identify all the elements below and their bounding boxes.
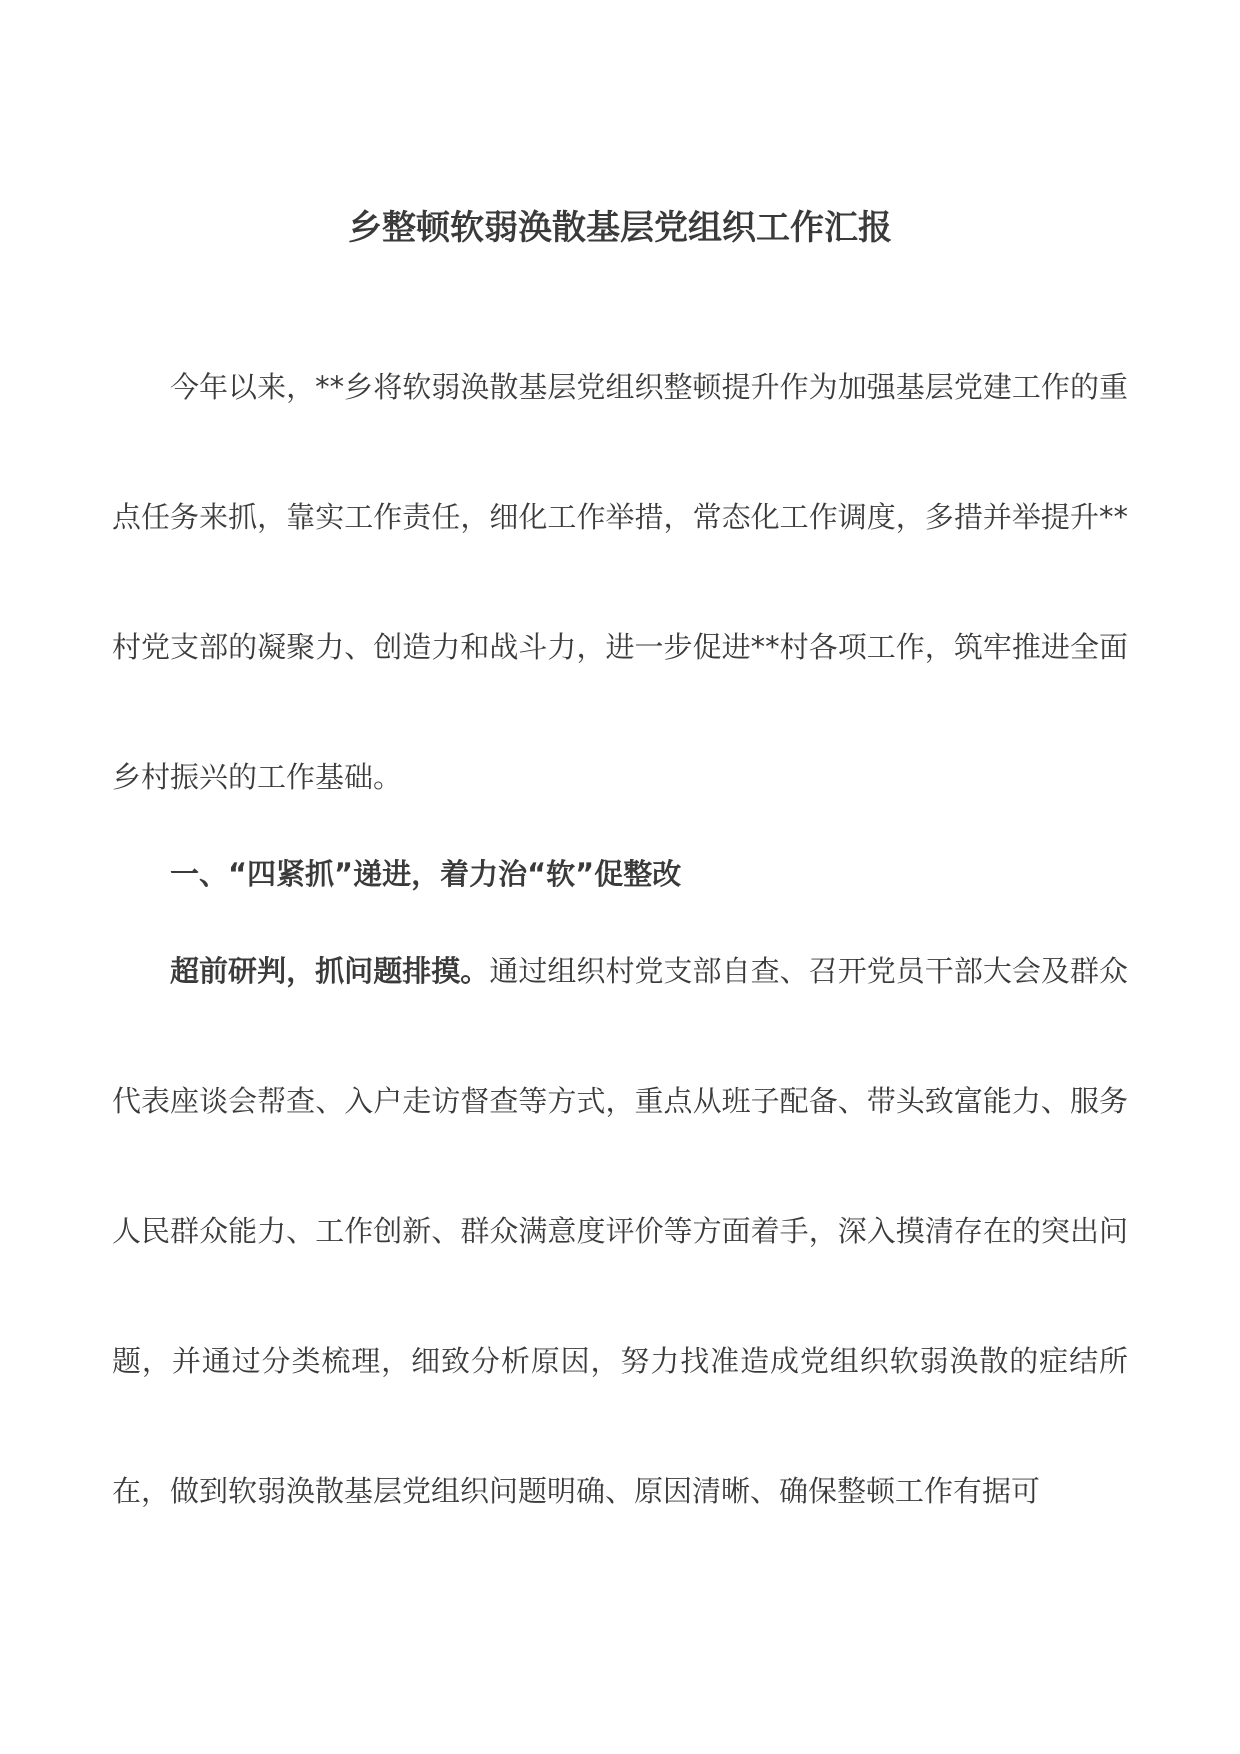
section-heading: 一、“四紧抓”递进，着力治“软”促整改 (170, 857, 682, 891)
document-body (112, 322, 1128, 1556)
section-paragraph (112, 906, 1128, 1556)
document-title: 乡整顿软弱涣散基层党组织工作汇报 (348, 208, 892, 248)
paragraph-lead: 超前研判，抓问题排摸。 (170, 954, 490, 988)
paragraph-text: 通过组织村党支部自查、召开党员干部大会及群众代表座谈会帮查、入户走访督查等方式，重点从班子配备、带头致富能力、服务人民群众能力、工作创新、群众满意度评价等方面着手，深入摸清存在的突出问题，并通过分类梳理，细致分析原因，努力找准造成党组织软弱涣散的症结所在，做到软弱涣散基层党组织问题明确、原因清晰、确保整顿工作有据可 (112, 954, 1128, 1508)
intro-paragraph: 今年以来，**乡将软弱涣散基层党组织整顿提升作为加强基层党建工作的重点任务来抓，靠实工作责任，细化工作举措，常态化工作调度，多措并举提升**村党支部的凝聚力、创造力和战斗力，进一步促进**村各项工作，筑牢推进全面乡村振兴的工作基础。 (112, 370, 1128, 794)
